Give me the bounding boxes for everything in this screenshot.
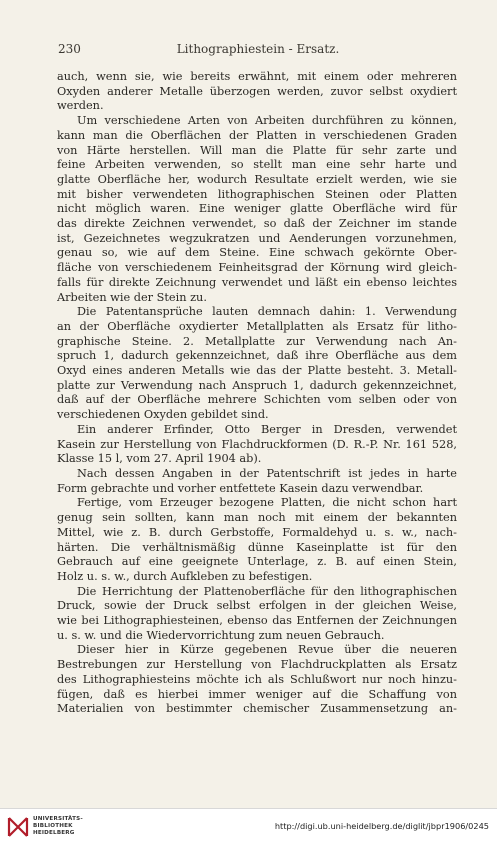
- text-line: fügen, daß es hierbei immer weniger auf die Schaffung von: [57, 687, 457, 701]
- text-line: nicht möglich waren. Eine weniger glatte Oberfläche wird für: [57, 202, 457, 216]
- text-line: Oxyden anderer Metalle überzogen werden, zuvor selbst oxydiert: [57, 84, 457, 98]
- text-line: Holz u. s. w., durch Aufkleben zu befestigen.: [57, 569, 313, 583]
- text-line: feine Arbeiten verwenden, so stellt man eine sehr harte und: [57, 158, 457, 172]
- text-line: werden.: [57, 99, 104, 113]
- university-library-logo-icon: [6, 815, 30, 839]
- source-url[interactable]: http://digi.ub.uni-heidelberg.de/diglit/jbpr1906/0245: [274, 821, 489, 831]
- text-line: daß auf der Oberfläche mehrere Schichten vom selben oder von: [57, 393, 457, 407]
- library-name: UNIVERSITÄTS- BIBLIOTHEK HEIDELBERG: [33, 816, 83, 836]
- text-line: Die Patentansprüche lauten demnach dahin: 1. Verwendung: [77, 305, 457, 319]
- text-line: genau so, wie auf dem Steine. Eine schwach gekörnte Ober-: [57, 246, 457, 260]
- text-line: genug sein sollten, kann man noch mit einem der bekannten: [57, 511, 457, 525]
- text-line: Klasse 15 l, vom 27. April 1904 ab).: [57, 452, 262, 466]
- text-line: glatte Oberfläche her, wodurch Resultate erzielt werden, wie sie: [57, 172, 457, 186]
- text-line: spruch 1, dadurch gekennzeichnet, daß ihre Oberfläche aus dem: [57, 349, 457, 363]
- text-line: Um verschiedene Arten von Arbeiten durchführen zu können,: [77, 114, 457, 128]
- text-line: Die Herrichtung der Plattenoberfläche für den lithographischen: [77, 584, 457, 598]
- text-line: Kasein zur Herstellung von Flachdruckformen (D. R.-P. Nr. 161 528,: [57, 437, 457, 451]
- text-line: Fertige, vom Erzeuger bezogene Platten, die nicht schon hart: [77, 496, 457, 510]
- text-line: wie bei Lithographiesteinen, ebenso das Entfernen der Zeichnungen: [57, 614, 457, 628]
- text-line: von Härte herstellen. Will man die Platte für sehr zarte und: [57, 143, 457, 157]
- text-line: auch, wenn sie, wie bereits erwähnt, mit einem oder mehreren: [57, 70, 457, 83]
- text-line: falls für direkte Zeichnung verwendet und läßt ein ebenso leichtes: [57, 275, 457, 289]
- text-line: graphische Steine. 2. Metallplatte zur Verwendung nach An-: [57, 334, 457, 348]
- text-line: Mittel, wie z. B. durch Gerbstoffe, Formaldehyd u. s. w., nach-: [57, 525, 457, 539]
- text-line: Oxyd eines anderen Metalls wie das der Platte besteht. 3. Metall-: [57, 364, 457, 378]
- text-line: härten. Die verhältnismäßig dünne Kaseinplatte ist für den: [57, 540, 457, 554]
- text-line: Form gebrachte und vorher entfettete Kasein dazu verwendbar.: [57, 481, 424, 495]
- text-line: fläche von verschiedenem Feinheitsgrad der Körnung wird gleich-: [57, 261, 457, 275]
- text-line: Arbeiten wie der Stein zu.: [57, 290, 207, 304]
- text-line: Ein anderer Erfinder, Otto Berger in Dresden, verwendet: [77, 422, 457, 436]
- text-line: des Lithographiesteins möchte ich als Schlußwort nur noch hinzu-: [57, 672, 457, 686]
- text-line: Bestrebungen zur Herstellung von Flachdruckplatten als Ersatz: [57, 658, 457, 672]
- text-line: platte zur Verwendung nach Anspruch 1, dadurch gekennzeichnet,: [57, 378, 457, 392]
- text-line: an der Oberfläche oxydierter Metallplatten als Ersatz für litho-: [57, 319, 457, 333]
- text-line: u. s. w. und die Wiedervorrichtung zum neuen Gebrauch.: [57, 628, 385, 642]
- footer-bar: [0, 808, 497, 846]
- running-title: Lithographiestein - Ersatz.: [176, 42, 340, 56]
- text-line: verschiedenen Oxyden gebildet sind.: [57, 408, 269, 422]
- text-line: ist, Gezeichnetes wegzukratzen und Aenderungen vorzunehmen,: [57, 231, 457, 245]
- page-number: 230: [58, 42, 81, 56]
- body-text: [57, 70, 457, 717]
- text-line: Materialien von bestimmter chemischer Zusammensetzung an-: [57, 702, 457, 716]
- text-line: Druck, sowie der Druck selbst erfolgen in der gleichen Weise,: [57, 599, 457, 613]
- text-line: Dieser hier in Kürze gegebenen Revue über die neueren: [77, 643, 457, 657]
- text-line: mit bisher verwendeten lithographischen Steinen oder Platten: [57, 187, 457, 201]
- text-line: das direkte Zeichnen verwendet, so daß der Zeichner im stande: [57, 217, 457, 231]
- text-line: kann man die Oberflächen der Platten in verschiedenen Graden: [57, 128, 457, 142]
- text-line: Gebrauch auf eine geeignete Unterlage, z. B. auf einen Stein,: [57, 555, 457, 569]
- text-line: Nach dessen Angaben in der Patentschrift ist jedes in harte: [77, 466, 457, 480]
